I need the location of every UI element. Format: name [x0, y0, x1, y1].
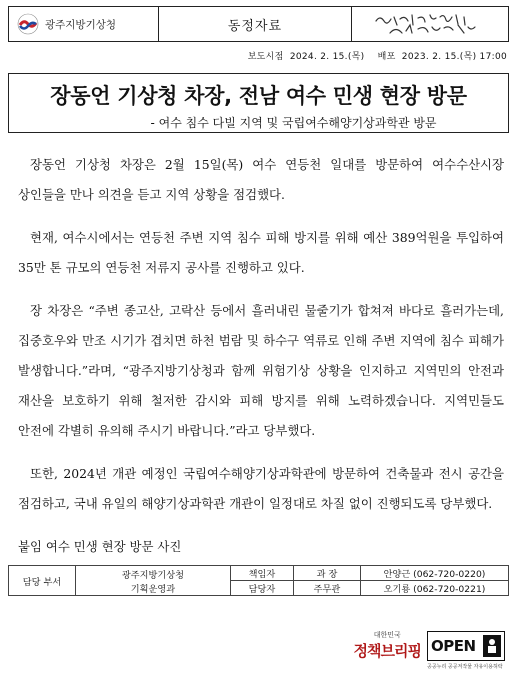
role-label: 책임자	[231, 566, 294, 581]
position-title: 과 장	[294, 566, 361, 581]
title-box	[8, 73, 509, 133]
brand-small: 대한민국	[373, 631, 401, 639]
doc-type: 동정자료	[159, 7, 352, 41]
report-label: 보도시점	[247, 52, 284, 62]
person-icon	[483, 635, 501, 657]
distribute-label: 배포	[377, 52, 396, 62]
role-label: 담당자	[231, 581, 294, 596]
dept-label: 담당 부서	[9, 566, 76, 596]
position-title: 주무관	[294, 581, 361, 596]
open-license	[427, 631, 505, 670]
paragraph: 현재, 여수시에서는 연등천 주변 지역 침수 피해 방지를 위해 예산 389억원을 투입하여 35만 톤 규모의 연등천 저류지 공사를 진행하고 있다.	[18, 230, 504, 275]
contact-person: 오기룡 (062-720-0221)	[361, 581, 509, 596]
org-cell	[9, 7, 159, 41]
contact-table	[8, 565, 509, 596]
report-date: 2024. 2. 15.(목)	[289, 52, 365, 62]
policy-briefing-logo	[354, 630, 421, 661]
release-info	[245, 49, 507, 62]
attachment-note: 붙임 여수 민생 현장 방문 사진	[18, 539, 182, 554]
document-header	[8, 6, 509, 42]
slogan-handwriting-icon	[370, 9, 490, 39]
slogan-cell	[352, 7, 508, 41]
contact-person: 안양근 (062-720-0220)	[361, 566, 509, 581]
paragraph: 또한, 2024년 개관 예정인 국립여수해양기상과학관에 방문하여 건축물과 전시 공간을 점검하고, 국내 유일의 해양기상과학관 개관이 일정대로 차질 없이 진행되도록 당부했다.	[18, 466, 504, 511]
open-label: OPEN	[431, 637, 476, 655]
open-badge	[427, 631, 505, 661]
distribute-date: 2023. 2. 15.(목) 17:00	[401, 52, 507, 62]
page-title: 장동언 기상청 차장, 전남 여수 민생 현장 방문	[50, 84, 467, 108]
body-text	[18, 150, 504, 575]
open-sub: 공공누리 공공저작물 자유이용허락	[427, 664, 503, 670]
footer-logos	[353, 630, 505, 670]
dept-org: 광주지방기상청	[121, 569, 185, 581]
government-emblem-icon	[17, 13, 39, 35]
dept-team: 기획운영과	[130, 583, 176, 595]
paragraph: 장 차장은 “주변 종고산, 고락산 등에서 흘러내린 물줄기가 합쳐져 바다로 흘러가는데, 집중호우와 만조 시기가 겹치면 하천 범람 및 하수구 역류로 인해 주변 지역에 침수 피해가 발생합니다.”라며, “광주지방기상청과 함께 위험기상 상황을 인지하고 지역민의 안전과 재산을 보호하기 위해 철저한 감시와 피해 방지를 위해 노력하겠습니다. 지역민들도 안전에 각별히 유의해 주시기 바랍니다.”라고 당부했다.	[18, 303, 504, 438]
org-name: 광주지방기상청	[45, 18, 117, 31]
paragraph: 장동언 기상청 차장은 2월 15일(목) 여수 연등천 일대를 방문하여 여수수산시장 상인들을 만나 의견을 듣고 지역 상황을 점검했다.	[18, 157, 504, 202]
brand-main: 정책브리핑	[353, 642, 421, 660]
page-subtitle: - 여수 침수 다빌 지역 및 국립여수해양기상과학관 방문	[150, 116, 437, 130]
dept-cell	[76, 566, 231, 596]
